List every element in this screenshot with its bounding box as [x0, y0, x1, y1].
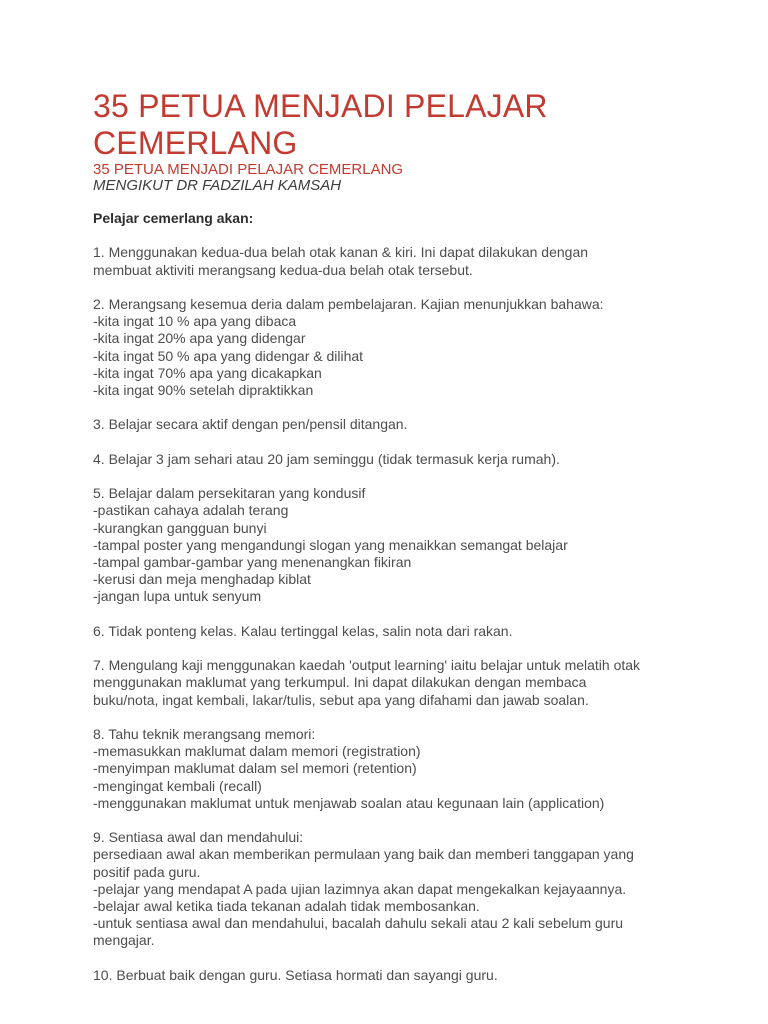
text-line: -tampal poster yang mengandungi slogan yang menaikkan semangat belajar: [93, 536, 568, 553]
text-line: mengajar.: [93, 932, 155, 949]
paragraph: [93, 210, 688, 227]
text-line: -mengingat kembali (recall): [93, 777, 262, 794]
text-line: 6. Tidak ponteng kelas. Kalau tertinggal kelas, salin nota dari rakan.: [93, 622, 513, 639]
text-line: -tampal gambar-gambar yang menenangkan fikiran: [93, 553, 412, 570]
text-line: Pelajar cemerlang akan:: [93, 210, 254, 226]
text-line: -kita ingat 70% apa yang dicakapkan: [93, 364, 322, 381]
paragraph: [93, 967, 688, 984]
text-line: -kita ingat 20% apa yang didengar: [93, 330, 306, 347]
text-line: 10. Berbuat baik dengan guru. Setiasa hormati dan sayangi guru.: [93, 966, 498, 983]
text-line: -kurangkan gangguan bunyi: [93, 519, 267, 536]
text-line: -memasukkan maklumat dalam memori (registration): [93, 743, 421, 760]
paragraph: [93, 451, 688, 468]
text-line: -menggunakan maklumat untuk menjawab soalan atau kegunaan lain (application): [93, 794, 605, 811]
paragraph: [93, 485, 688, 605]
text-line: positif pada guru.: [93, 863, 201, 880]
document-title-line1: 35 PETUA MENJADI PELAJAR: [93, 88, 548, 124]
paragraph: [93, 657, 688, 709]
text-line: 9. Sentiasa awal dan mendahului:: [93, 829, 304, 846]
text-line: -untuk sentiasa awal dan mendahului, bacalah dahulu sekali atau 2 kali sebelum guru: [93, 915, 624, 932]
document-title-line2: CEMERLANG: [93, 124, 298, 161]
paragraph: [93, 726, 688, 812]
text-line: 5. Belajar dalam persekitaran yang kondusif: [93, 485, 366, 502]
text-line: 2. Merangsang kesemua deria dalam pembelajaran. Kajian menunjukkan bahawa:: [93, 295, 604, 312]
document-byline: MENGIKUT DR FADZILAH KAMSAH: [93, 177, 342, 194]
document-subtitle: 35 PETUA MENJADI PELAJAR CEMERLANG: [93, 161, 404, 178]
text-line: menggunakan maklumat yang terkumpul. Ini dapat dilakukan dengan membaca: [93, 674, 587, 691]
text-line: -kita ingat 10 % apa yang dibaca: [93, 313, 297, 330]
text-line: -jangan lupa untuk senyum: [93, 588, 262, 605]
text-line: membuat aktiviti merangsang kedua-dua belah otak tersebut.: [93, 261, 473, 278]
document-body: [93, 210, 688, 984]
paragraph: [93, 244, 688, 278]
text-line: 4. Belajar 3 jam sehari atau 20 jam seminggu (tidak termasuk kerja rumah).: [93, 450, 560, 467]
text-line: 1. Menggunakan kedua-dua belah otak kanan & kiri. Ini dapat dilakukan dengan: [93, 244, 589, 261]
paragraph: [93, 296, 688, 399]
text-line: 7. Mengulang kaji menggunakan kaedah 'output learning' iaitu belajar untuk melatih otak: [93, 657, 641, 674]
text-line: -belajar awal ketika tiada tekanan adalah tidak membosankan.: [93, 897, 480, 914]
paragraph: [93, 829, 688, 949]
text-line: buku/nota, ingat kembali, lakar/tulis, sebut apa yang difahami dan jawab soalan.: [93, 691, 589, 708]
text-line: -menyimpan maklumat dalam sel memori (retention): [93, 760, 417, 777]
text-line: -kita ingat 90% setelah dipraktikkan: [93, 382, 314, 398]
paragraph: [93, 416, 688, 433]
paragraph: [93, 623, 688, 640]
text-line: persediaan awal akan memberikan permulaan yang baik dan memberi tanggapan yang: [93, 846, 634, 863]
text-line: -kita ingat 50 % apa yang didengar & dilihat: [93, 347, 364, 364]
text-line: 3. Belajar secara aktif dengan pen/pensil ditangan.: [93, 416, 408, 433]
text-line: 8. Tahu teknik merangsang memori:: [93, 725, 316, 742]
text-line: -pastikan cahaya adalah terang: [93, 502, 289, 519]
text-line: -kerusi dan meja menghadap kiblat: [93, 571, 311, 588]
document-title: [93, 88, 688, 161]
text-line: -pelajar yang mendapat A pada ujian lazimnya akan dapat mengekalkan kejayaannya.: [93, 880, 627, 897]
